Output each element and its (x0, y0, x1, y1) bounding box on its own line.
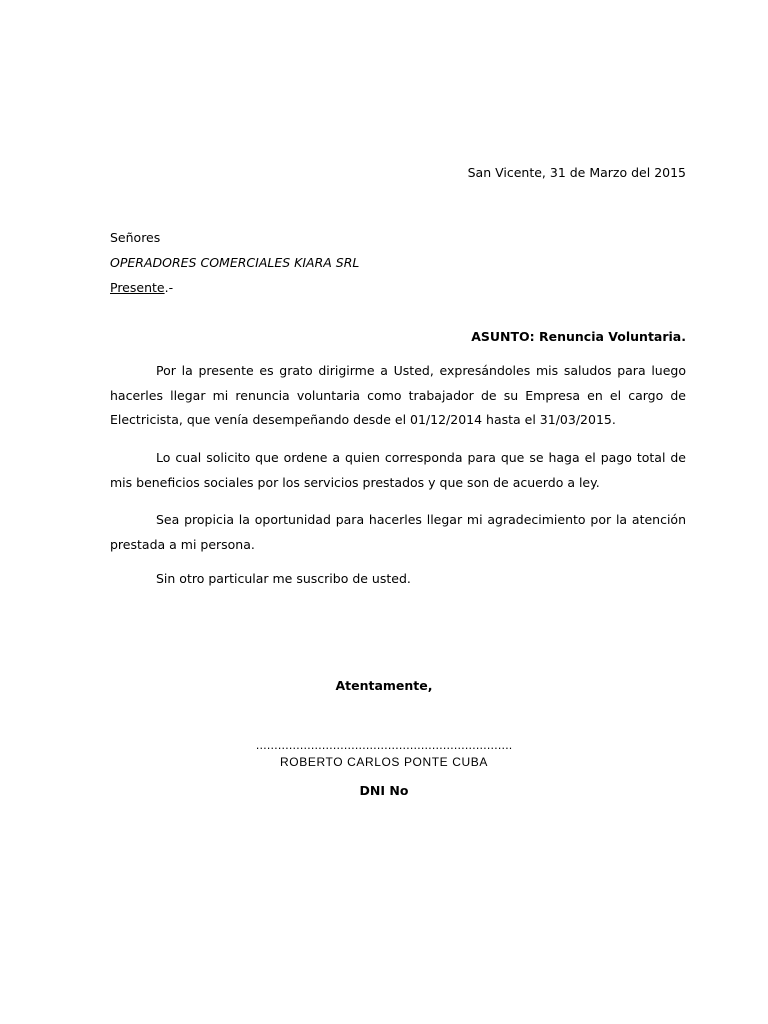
signature-line: ……………………………………………………………. (255, 739, 513, 752)
recipient-company: OPERADORES COMERCIALES KIARA SRL (110, 255, 360, 270)
body-paragraph-1 (110, 359, 686, 433)
paragraph-3-text: Sea propicia la oportunidad para hacerles llegar mi agradecimiento por la atención prestada a mi persona. (110, 512, 686, 552)
body-paragraph-3 (110, 508, 686, 557)
closing: Atentamente, (335, 678, 433, 693)
paragraph-2-text: Lo cual solicito que ordene a quien corresponda para que se haga el pago total de mis beneficios sociales por los servicios prestados y que son de acuerdo a ley. (110, 450, 686, 490)
presente-word: Presente (110, 280, 165, 295)
id-label: DNI No (359, 783, 409, 798)
presente-suffix: .- (164, 280, 174, 295)
presente-line (110, 279, 173, 296)
letter-date: San Vicente, 31 de Marzo del 2015 (467, 165, 686, 180)
subject-line: ASUNTO: Renuncia Voluntaria. (471, 329, 686, 344)
body-paragraph-4: Sin otro particular me suscribo de usted. (156, 571, 411, 586)
paragraph-1-text: Por la presente es grato dirigirme a Usted, expresándoles mis saludos para luego hacerles llegar mi renuncia voluntaria como trabajador de su Empresa en el cargo de Electricista, que venía desempeñando desde el 01/12/2014 hasta el 31/03/2015. (110, 363, 686, 427)
body-paragraph-2 (110, 446, 686, 495)
salutation: Señores (110, 230, 161, 245)
signer-name: ROBERTO CARLOS PONTE CUBA (280, 755, 488, 769)
